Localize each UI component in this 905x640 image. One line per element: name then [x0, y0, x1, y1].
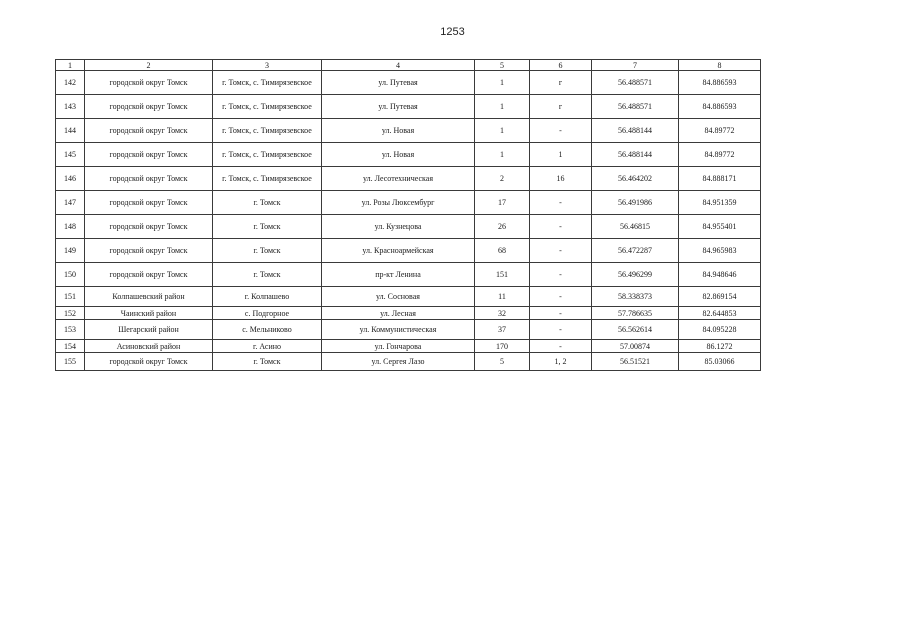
table-cell: 152 [56, 307, 85, 320]
table-cell: ул. Новая [322, 143, 475, 167]
table-cell: 57.786635 [592, 307, 679, 320]
table-cell: 155 [56, 353, 85, 371]
table-cell: 146 [56, 167, 85, 191]
table-cell: - [530, 215, 592, 239]
column-header: 6 [530, 60, 592, 71]
table-cell: ул. Красноармейская [322, 239, 475, 263]
column-header: 3 [213, 60, 322, 71]
table-cell: - [530, 340, 592, 353]
table-row [56, 263, 761, 287]
table-row [56, 191, 761, 215]
table-cell: 151 [475, 263, 530, 287]
table-cell: г [530, 95, 592, 119]
table-cell: ул. Лесная [322, 307, 475, 320]
table-cell: 148 [56, 215, 85, 239]
table-cell: ул. Гончарова [322, 340, 475, 353]
table-cell: 1 [475, 95, 530, 119]
table-cell: городской округ Томск [85, 263, 213, 287]
table-cell: 85.03066 [679, 353, 761, 371]
column-header: 8 [679, 60, 761, 71]
table-cell: г. Томск, с. Тимирязевское [213, 143, 322, 167]
table-cell: Чаинский район [85, 307, 213, 320]
table-cell: 56.562614 [592, 320, 679, 340]
table-cell: 1 [530, 143, 592, 167]
table-cell: 56.491986 [592, 191, 679, 215]
table-cell: 5 [475, 353, 530, 371]
table-cell: - [530, 307, 592, 320]
table-cell: городской округ Томск [85, 95, 213, 119]
table-cell: 86.1272 [679, 340, 761, 353]
table-cell: ул. Сосновая [322, 287, 475, 307]
table-cell: 1 [475, 71, 530, 95]
page-number: 1253 [440, 26, 465, 38]
table-cell: 82.644853 [679, 307, 761, 320]
table-cell: 150 [56, 263, 85, 287]
table-row [56, 340, 761, 353]
table-cell: 16 [530, 167, 592, 191]
table-cell: 153 [56, 320, 85, 340]
table-cell: Асиновский район [85, 340, 213, 353]
table-cell: - [530, 119, 592, 143]
table-cell: г. Томск [213, 215, 322, 239]
table-cell: г. Томск, с. Тимирязевское [213, 119, 322, 143]
table-cell: ул. Новая [322, 119, 475, 143]
table-row [56, 119, 761, 143]
table-cell: 56.488144 [592, 143, 679, 167]
table-cell: ул. Лесотехническая [322, 167, 475, 191]
table-cell: 145 [56, 143, 85, 167]
table-cell: г [530, 71, 592, 95]
table-cell: городской округ Томск [85, 353, 213, 371]
table-cell: 37 [475, 320, 530, 340]
table-cell: г. Томск, с. Тимирязевское [213, 95, 322, 119]
table-cell: 56.488571 [592, 95, 679, 119]
table-cell: 56.472287 [592, 239, 679, 263]
table-cell: 84.89772 [679, 119, 761, 143]
table-cell: 1 [475, 143, 530, 167]
column-header: 5 [475, 60, 530, 71]
table-cell: г. Томск [213, 191, 322, 215]
table-row [56, 287, 761, 307]
table-row [56, 95, 761, 119]
table-cell: городской округ Томск [85, 191, 213, 215]
table-row [56, 307, 761, 320]
table-cell: 56.46815 [592, 215, 679, 239]
table-cell: г. Томск [213, 353, 322, 371]
table-cell: городской округ Томск [85, 167, 213, 191]
table-cell: 56.496299 [592, 263, 679, 287]
table-cell: г. Томск [213, 239, 322, 263]
table-cell: 143 [56, 95, 85, 119]
table-cell: городской округ Томск [85, 71, 213, 95]
table-row [56, 143, 761, 167]
table-cell: 58.338373 [592, 287, 679, 307]
table-cell: 1, 2 [530, 353, 592, 371]
table-row [56, 215, 761, 239]
table-cell: городской округ Томск [85, 215, 213, 239]
column-header: 2 [85, 60, 213, 71]
table-cell: 17 [475, 191, 530, 215]
table-row [56, 71, 761, 95]
table-cell: - [530, 287, 592, 307]
table-cell: 11 [475, 287, 530, 307]
table-cell: 84.951359 [679, 191, 761, 215]
table-cell: 149 [56, 239, 85, 263]
table-cell: 84.095228 [679, 320, 761, 340]
table-cell: 154 [56, 340, 85, 353]
table-cell: ул. Путевая [322, 95, 475, 119]
column-header: 1 [56, 60, 85, 71]
table-cell: 84.888171 [679, 167, 761, 191]
table-cell: - [530, 263, 592, 287]
column-header: 7 [592, 60, 679, 71]
table-cell: 68 [475, 239, 530, 263]
table-cell: ул. Путевая [322, 71, 475, 95]
table-cell: 56.464202 [592, 167, 679, 191]
table-row [56, 353, 761, 371]
table-cell: г. Томск [213, 263, 322, 287]
table-cell: Колпашевский район [85, 287, 213, 307]
table-cell: - [530, 320, 592, 340]
table-cell: 84.965983 [679, 239, 761, 263]
table-cell: городской округ Томск [85, 239, 213, 263]
table-cell: 57.00874 [592, 340, 679, 353]
table-cell: 142 [56, 71, 85, 95]
table-cell: - [530, 239, 592, 263]
table-cell: с. Мельниково [213, 320, 322, 340]
table-cell: с. Подгорное [213, 307, 322, 320]
table-cell: 170 [475, 340, 530, 353]
table-cell: ул. Кузнецова [322, 215, 475, 239]
table-cell: 84.948646 [679, 263, 761, 287]
table-cell: 84.886593 [679, 95, 761, 119]
table-cell: 32 [475, 307, 530, 320]
table-cell: 151 [56, 287, 85, 307]
table-cell: 26 [475, 215, 530, 239]
table-cell: ул. Коммунистическая [322, 320, 475, 340]
table-cell: пр-кт Ленина [322, 263, 475, 287]
table-cell: ул. Сергея Лазо [322, 353, 475, 371]
data-table [55, 59, 761, 371]
table-cell: г. Колпашево [213, 287, 322, 307]
table-row [56, 167, 761, 191]
table-cell: 56.488144 [592, 119, 679, 143]
table-cell: 82.869154 [679, 287, 761, 307]
table-cell: ул. Розы Люксембург [322, 191, 475, 215]
table-cell: г. Томск, с. Тимирязевское [213, 167, 322, 191]
column-header: 4 [322, 60, 475, 71]
table-cell: 147 [56, 191, 85, 215]
table-cell: - [530, 191, 592, 215]
table-cell: 56.488571 [592, 71, 679, 95]
table-cell: 84.89772 [679, 143, 761, 167]
table-cell: 56.51521 [592, 353, 679, 371]
table-cell: 2 [475, 167, 530, 191]
table-cell: Шегарский район [85, 320, 213, 340]
table-cell: г. Асино [213, 340, 322, 353]
table-cell: г. Томск, с. Тимирязевское [213, 71, 322, 95]
table-cell: 144 [56, 119, 85, 143]
table-body [56, 60, 761, 371]
table-cell: 84.886593 [679, 71, 761, 95]
table-cell: 1 [475, 119, 530, 143]
table-row [56, 239, 761, 263]
table-cell: городской округ Томск [85, 143, 213, 167]
table-row [56, 320, 761, 340]
table-cell: городской округ Томск [85, 119, 213, 143]
table-cell: 84.955401 [679, 215, 761, 239]
header-row [56, 60, 761, 71]
